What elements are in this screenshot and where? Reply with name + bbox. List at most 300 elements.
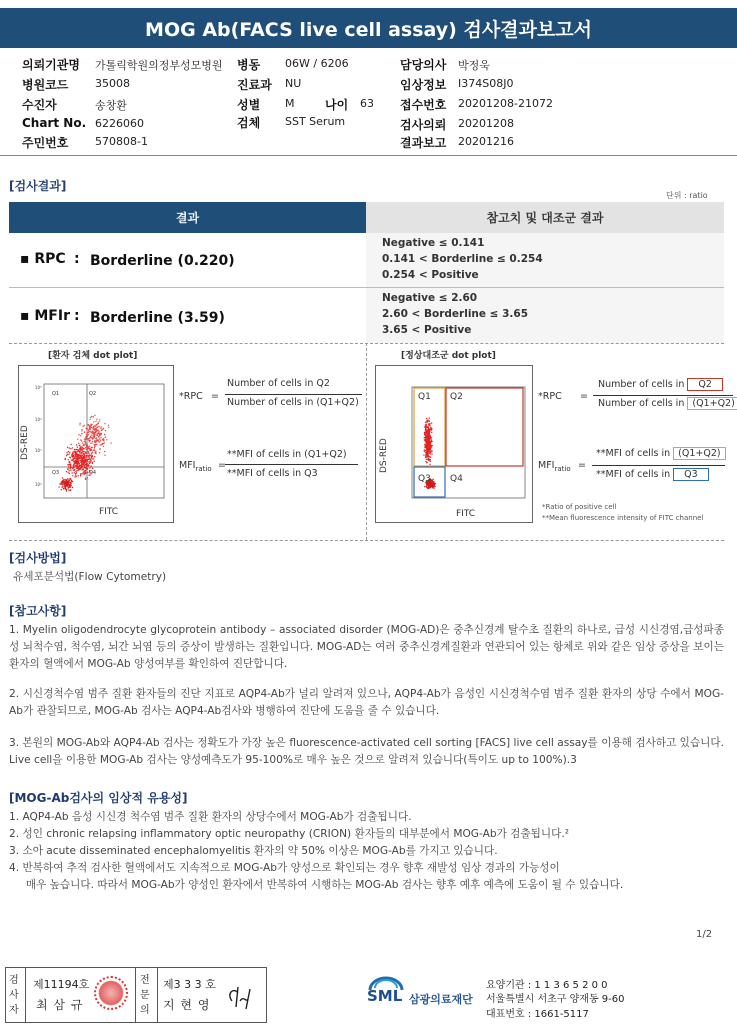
scatter-dot xyxy=(68,459,69,460)
scatter-dot xyxy=(78,466,79,467)
scatter-dot xyxy=(69,447,70,448)
scatter-dot xyxy=(82,455,83,456)
confirmer-label: 전문의 xyxy=(140,975,150,1016)
logo-text: SML xyxy=(367,987,403,1005)
x-axis-label: FITC xyxy=(99,507,119,517)
scatter-dot xyxy=(65,459,66,460)
scatter-dot xyxy=(68,454,69,455)
scatter-dot xyxy=(66,471,67,472)
scatter-dot xyxy=(426,462,427,463)
scatter-dot xyxy=(94,446,95,447)
scatter-dot xyxy=(86,467,87,468)
scatter-dot xyxy=(95,421,96,422)
confirmer-license: 제3 3 3 호 xyxy=(163,978,216,991)
scatter-dot xyxy=(88,430,89,431)
scatter-dot xyxy=(72,458,73,459)
scatter-dot xyxy=(85,437,86,438)
scatter-dot xyxy=(81,461,82,462)
scatter-dot xyxy=(68,482,69,483)
scatter-dot xyxy=(424,449,425,450)
svg-text:10⁵: 10⁵ xyxy=(35,385,42,390)
scatter-dot xyxy=(427,456,428,457)
scatter-dot xyxy=(429,440,430,441)
scatter-dot xyxy=(85,447,86,448)
scatter-dot xyxy=(95,441,96,442)
x-axis-label: FITC xyxy=(456,509,476,519)
scatter-dot xyxy=(102,444,103,445)
scatter-dot xyxy=(96,419,97,420)
clinical-item: 4. 반복하여 추적 검사한 혈액에서도 지속적으로 MOG-Ab가 양성으로 확인되는 경우 향후 재발성 임상 경과의 가능성이 xyxy=(9,862,560,874)
scatter-dot xyxy=(82,442,83,443)
mfi-denominator: **MFI of cells in Q3 xyxy=(227,468,318,479)
divider xyxy=(25,967,26,1023)
info-value: 20201216 xyxy=(458,135,514,148)
scatter-dot xyxy=(425,444,426,445)
scatter-dot xyxy=(76,468,77,469)
y-axis-label: DS-RED xyxy=(379,438,389,473)
scatter-dot xyxy=(79,458,80,459)
scatter-dot xyxy=(80,446,81,447)
patient-dot-plot xyxy=(18,365,174,523)
scatter-dot xyxy=(75,466,76,467)
scatter-dot xyxy=(70,464,71,465)
reference-paragraph-2: 2. 시신경척수염 범주 질환 환자들의 진단 지표로 AQP4-Ab가 널리 알려져 있으나, AQP4-Ab가 음성인 시신경척수염 범주 질환 환자의 상당 수에서 MOG-Ab가 관찰되므로, MOG-Ab 검사는 AQP4-Ab검사와 병행하여 진단에 도움을 줄 수 있습니다. xyxy=(9,688,724,717)
scatter-dot xyxy=(80,439,81,440)
scatter-dot xyxy=(424,432,425,433)
scatter-dot xyxy=(91,424,92,425)
scatter-dot xyxy=(74,476,75,477)
clinical-item: 매우 높습니다. 따라서 MOG-Ab가 양성인 환자에서 반복하여 시행하는 MOG-Ab 검사는 향후 예후 예측에 도움이 될 수 있습니다. xyxy=(9,879,624,891)
scatter-dot xyxy=(429,445,430,446)
scatter-dot xyxy=(427,433,428,434)
scatter-dot xyxy=(92,441,93,442)
divider xyxy=(135,967,136,1023)
info-value: 송창환 xyxy=(95,99,127,112)
scatter-dot xyxy=(81,433,82,434)
scatter-dot xyxy=(89,441,90,442)
scatter-dot xyxy=(425,426,426,427)
scatter-dot xyxy=(62,485,63,486)
scatter-dot xyxy=(94,433,95,434)
scatter-dot xyxy=(90,459,91,460)
svg-text:Q4: Q4 xyxy=(89,470,97,476)
scatter-dot xyxy=(95,451,96,452)
scatter-dot xyxy=(99,419,100,420)
info-value: NU xyxy=(285,77,302,90)
mfi-label: $MFI_{ratio}$ xyxy=(538,460,571,473)
scatter-dot xyxy=(430,461,431,462)
org-name: 삼광의료재단 xyxy=(409,993,473,1006)
scatter-dot xyxy=(75,471,76,472)
scatter-dot xyxy=(431,432,432,433)
scatter-dot xyxy=(69,473,70,474)
scatter-dot xyxy=(69,490,70,491)
method-text: 유세포분석법(Flow Cytometry) xyxy=(13,571,167,583)
scatter-dot xyxy=(89,419,90,420)
scatter-dot xyxy=(70,448,71,449)
info-value: 6226060 xyxy=(95,117,144,130)
scatter-dot xyxy=(427,451,428,452)
result-value-rpc: Borderline (0.220) xyxy=(90,253,235,269)
scatter-dot xyxy=(64,481,65,482)
scatter-dot xyxy=(433,487,434,488)
scatter-dot xyxy=(86,449,87,450)
scatter-dot xyxy=(66,455,67,456)
scatter-dot xyxy=(80,454,81,455)
scatter-dot xyxy=(424,451,425,452)
examiner-label: 검사자 xyxy=(9,975,19,1016)
scatter-dot xyxy=(63,479,64,480)
examiner-name: 최 삼 규 xyxy=(36,998,84,1012)
scatter-dot xyxy=(432,486,433,487)
scatter-dot xyxy=(428,434,429,435)
scatter-dot xyxy=(75,474,76,475)
scatter-dot xyxy=(98,426,99,427)
scatter-dot xyxy=(74,449,75,450)
scatter-dot xyxy=(100,448,101,449)
scatter-dot xyxy=(429,435,430,436)
scatter-dot xyxy=(84,457,85,458)
scatter-dot xyxy=(431,479,432,480)
rpc-label: *RPC xyxy=(538,391,562,402)
scatter-dot xyxy=(80,435,81,436)
scatter-dot xyxy=(428,455,429,456)
scatter-dot xyxy=(93,432,94,433)
scatter-dot xyxy=(76,472,77,473)
col-header-result: 결과 xyxy=(9,202,366,233)
scatter-dot xyxy=(58,486,59,487)
scatter-dot xyxy=(83,460,84,461)
scatter-dot xyxy=(84,470,85,471)
scatter-dot xyxy=(92,463,93,464)
scatter-dot xyxy=(79,452,80,453)
mfi-numerator: **MFI of cells in (Q1+Q2) xyxy=(227,449,347,460)
clinical-item: 2. 성인 chronic relapsing inflammatory optic neuropathy (CRION) 환자들의 대부분에서 MOG-Ab가 검출됩니다.² xyxy=(9,828,569,840)
quadrant-q1: Q1 xyxy=(418,392,431,402)
scatter-dot xyxy=(85,464,86,465)
scatter-dot xyxy=(72,455,73,456)
scatter-dot xyxy=(106,439,107,440)
scatter-dot xyxy=(95,428,96,429)
scatter-dot xyxy=(98,436,99,437)
scatter-dot xyxy=(72,447,73,448)
scatter-dot xyxy=(83,443,84,444)
scatter-dot xyxy=(69,470,70,471)
scatter-dot xyxy=(91,434,92,435)
scatter-dot xyxy=(95,452,96,453)
scatter-dot xyxy=(85,460,86,461)
section-title-clinical: [MOG-Ab검사의 임상적 유용성] xyxy=(9,791,188,805)
scatter-dot xyxy=(428,449,429,450)
info-value: 20201208-21072 xyxy=(458,97,553,110)
scatter-dot xyxy=(427,420,428,421)
scatter-dot xyxy=(69,480,70,481)
scatter-dot xyxy=(426,418,427,419)
patient-plot-title: [환자 검체 dot plot] xyxy=(48,351,138,361)
scatter-dot xyxy=(87,446,88,447)
ref-line: 0.141 < Borderline ≤ 0.254 xyxy=(382,253,543,265)
footnote-ratio: *Ratio of positive cell xyxy=(542,503,617,511)
scatter-dot xyxy=(429,429,430,430)
scatter-dot xyxy=(74,466,75,467)
scatter-dot xyxy=(81,467,82,468)
scatter-dot xyxy=(430,453,431,454)
scatter-dot xyxy=(101,433,102,434)
scatter-dot xyxy=(81,448,82,449)
scatter-dot xyxy=(91,457,92,458)
scatter-dot xyxy=(73,456,74,457)
rpc-numerator: Number of cells in Q2 xyxy=(227,378,330,389)
scatter-dot xyxy=(431,437,432,438)
scatter-dot xyxy=(86,453,87,454)
scatter-dot xyxy=(92,431,93,432)
scatter-dot xyxy=(80,456,81,457)
ref-line: Negative ≤ 0.141 xyxy=(382,237,485,249)
scatter-dot xyxy=(105,436,106,437)
scatter-dot xyxy=(429,446,430,447)
scatter-dot xyxy=(85,452,86,453)
scatter-dot xyxy=(63,488,64,489)
scatter-dot xyxy=(80,475,81,476)
scatter-dot xyxy=(70,466,71,467)
scatter-dot xyxy=(426,449,427,450)
scatter-dot xyxy=(425,437,426,438)
scatter-dot xyxy=(74,463,75,464)
scatter-dot xyxy=(69,452,70,453)
scatter-dot xyxy=(425,461,426,462)
scatter-dot xyxy=(84,432,85,433)
scatter-dot xyxy=(92,455,93,456)
scatter-dot xyxy=(428,488,429,489)
scatter-dot xyxy=(90,465,91,466)
scatter-dot xyxy=(93,458,94,459)
scatter-dot xyxy=(429,460,430,461)
scatter-dot xyxy=(95,425,96,426)
page-number: 1/2 xyxy=(696,929,713,940)
info-value: I374S08J0 xyxy=(458,77,514,90)
scatter-dot xyxy=(89,448,90,449)
scatter-dot xyxy=(63,482,64,483)
equals-sign: = xyxy=(580,391,588,402)
result-value-mfir: Borderline (3.59) xyxy=(90,310,225,326)
scatter-dot xyxy=(94,450,95,451)
scatter-dot xyxy=(432,484,433,485)
scatter-dot xyxy=(99,435,100,436)
scatter-dot xyxy=(90,429,91,430)
scatter-dot xyxy=(427,448,428,449)
scatter-dot xyxy=(86,436,87,437)
scatter-dot xyxy=(104,451,105,452)
scatter-dot xyxy=(79,451,80,452)
scatter-dot xyxy=(91,450,92,451)
scatter-dot xyxy=(94,456,95,457)
scatter-dot xyxy=(68,466,69,467)
scatter-dot xyxy=(104,434,105,435)
svg-text:10²: 10² xyxy=(35,482,42,487)
footnote-mfi: **Mean fluorescence intensity of FITC channel xyxy=(542,514,704,522)
scatter-dot xyxy=(81,429,82,430)
scatter-dot xyxy=(93,450,94,451)
scatter-dot xyxy=(98,433,99,434)
scatter-dot xyxy=(71,467,72,468)
row-divider xyxy=(9,287,724,288)
scatter-dot xyxy=(428,486,429,487)
scatter-dot xyxy=(424,437,425,438)
reference-paragraph-1: 1. Myelin oligodendrocyte glycoprotein antibody – associated disorder (MOG-AD)은 중추신경계 탈수초 질환의 하나로, 급성 시신경염,급성파종성 뇌척수염, 척수염, 뇌간 뇌염 등의 증상이 발생하는 질환입니다. MOG-AD는 여러 중추신경계질환과 연관되어 있는 항체로 위와 같은 임상 증상을 보이는 환자의 혈액에서 MOG-Ab 양성여부를 확인하여 진단합니다. xyxy=(9,624,724,670)
scatter-dot xyxy=(103,428,104,429)
mfi-denominator: **MFI of cells in Q3 xyxy=(596,469,709,480)
rpc-denominator: Number of cells in (Q1+Q2) xyxy=(598,398,737,409)
scatter-dot xyxy=(66,484,67,485)
scatter-dot xyxy=(78,461,79,462)
scatter-dot xyxy=(94,461,95,462)
fraction-bar xyxy=(592,465,725,466)
scatter-dot xyxy=(89,440,90,441)
scatter-dot xyxy=(100,428,101,429)
scatter-dot xyxy=(91,437,92,438)
scatter-dot xyxy=(66,490,67,491)
info-value: 570808-1 xyxy=(95,135,148,148)
scatter-dot xyxy=(71,480,72,481)
scatter-dot xyxy=(90,436,91,437)
scatter-dot xyxy=(431,446,432,447)
scatter-dot xyxy=(81,447,82,448)
scatter-dot xyxy=(96,444,97,445)
scatter-dot xyxy=(78,475,79,476)
scatter-dot xyxy=(91,453,92,454)
scatter-dot xyxy=(86,434,87,435)
info-value: 35008 xyxy=(95,77,130,90)
info-key: 접수번호 xyxy=(400,98,447,112)
scatter-dot xyxy=(92,447,93,448)
scatter-dot xyxy=(425,428,426,429)
scatter-dot xyxy=(424,486,425,487)
scatter-dot xyxy=(92,438,93,439)
info-value: 06W / 6206 xyxy=(285,57,349,70)
scatter-dot xyxy=(94,436,95,437)
scatter-dot xyxy=(103,446,104,447)
scatter-dot xyxy=(70,489,71,490)
scatter-dot xyxy=(431,453,432,454)
info-key: 결과보고 xyxy=(400,136,447,150)
info-value: 63 xyxy=(360,97,374,110)
scatter-dot xyxy=(81,430,82,431)
scatter-dot xyxy=(432,445,433,446)
scatter-dot xyxy=(77,449,78,450)
scatter-dot xyxy=(101,430,102,431)
y-axis-label: DS-RED xyxy=(20,425,30,460)
scatter-dot xyxy=(428,423,429,424)
scatter-dot xyxy=(90,460,91,461)
scatter-dot xyxy=(76,461,77,462)
scatter-dot xyxy=(89,425,90,426)
scatter-dot xyxy=(69,462,70,463)
scatter-dot xyxy=(423,454,424,455)
scatter-dot xyxy=(426,443,427,444)
scatter-dot xyxy=(428,424,429,425)
scatter-dot xyxy=(434,484,435,485)
info-value: 가톨릭학원의정부성모병원 xyxy=(95,59,223,72)
scatter-dot xyxy=(72,487,73,488)
scatter-dot xyxy=(88,434,89,435)
scatter-dot xyxy=(99,452,100,453)
scatter-dot xyxy=(92,468,93,469)
scatter-dot xyxy=(74,472,75,473)
scatter-dot xyxy=(84,462,85,463)
scatter-dot xyxy=(93,427,94,428)
scatter-dot xyxy=(431,441,432,442)
scatter-dot xyxy=(87,447,88,448)
info-key: 나이 xyxy=(325,98,349,112)
scatter-dot xyxy=(424,445,425,446)
scatter-dot xyxy=(82,457,83,458)
scatter-dot xyxy=(65,487,66,488)
svg-text:Q1: Q1 xyxy=(52,391,60,397)
scatter-dot xyxy=(76,470,77,471)
scatter-dot xyxy=(433,479,434,480)
result-name-rpc: ▪ RPC xyxy=(20,251,66,267)
scatter-dot xyxy=(77,468,78,469)
scatter-dot xyxy=(82,468,83,469)
scatter-dot xyxy=(99,438,100,439)
info-value: 박정욱 xyxy=(458,59,490,72)
scatter-dot xyxy=(69,485,70,486)
scatter-dot xyxy=(85,462,86,463)
info-value: 20201208 xyxy=(458,117,514,130)
scatter-dot xyxy=(84,473,85,474)
scatter-dot xyxy=(72,475,73,476)
scatter-dot xyxy=(429,423,430,424)
scatter-dot xyxy=(64,486,65,487)
scatter-dot xyxy=(92,452,93,453)
scatter-dot xyxy=(76,456,77,457)
scatter-dot xyxy=(79,469,80,470)
scatter-dot xyxy=(86,439,87,440)
info-key: 병원코드 xyxy=(22,78,69,92)
report-title: MOG Ab(FACS live cell assay) 검사결과보고서 xyxy=(0,8,737,48)
scatter-dot xyxy=(108,427,109,428)
scatter-dot xyxy=(74,454,75,455)
section-title-reference: [참고사항] xyxy=(9,604,67,618)
rpc-denominator: Number of cells in (Q1+Q2) xyxy=(227,397,359,408)
scatter-dot xyxy=(64,484,65,485)
scatter-dot xyxy=(67,488,68,489)
scatter-dot xyxy=(425,457,426,458)
scatter-dot xyxy=(104,423,105,424)
scatter-dot xyxy=(430,427,431,428)
confirmer-name: 지 현 영 xyxy=(163,998,211,1012)
scatter-dot xyxy=(83,467,84,468)
scatter-dot xyxy=(91,442,92,443)
info-value: M xyxy=(285,97,295,110)
scatter-dot xyxy=(66,452,67,453)
scatter-dot xyxy=(62,480,63,481)
svg-text:10³: 10³ xyxy=(35,448,42,453)
scatter-dot xyxy=(89,438,90,439)
info-key: 의뢰기관명 xyxy=(22,58,80,72)
scatter-dot xyxy=(76,458,77,459)
ref-line: Negative ≤ 2.60 xyxy=(382,292,478,304)
scatter-dot xyxy=(72,472,73,473)
section-title-method: [검사방법] xyxy=(9,551,67,565)
scatter-dot xyxy=(94,444,95,445)
info-key: 임상정보 xyxy=(400,78,447,92)
info-key: Chart No. xyxy=(22,116,87,130)
rpc-label: *RPC xyxy=(179,391,203,402)
scatter-dot xyxy=(82,466,83,467)
mfi-numerator: **MFI of cells in (Q1+Q2) xyxy=(596,448,726,459)
scatter-dot xyxy=(84,445,85,446)
